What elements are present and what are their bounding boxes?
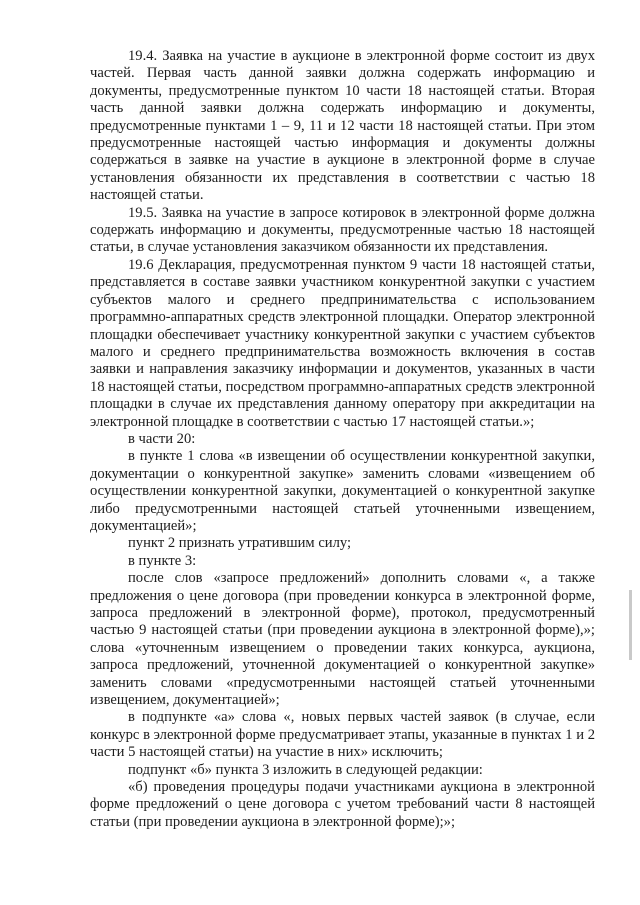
paragraph-point-2: пункт 2 признать утратившим силу; [128,535,352,552]
paragraph-subpoint-b-text: «б) проведения процедуры подачи участниками аукциона в электронной форме предложений о цене договора с учетом требований части 8 настоящей статьи (при проведении аукциона в электронной форме);»; [90,779,595,830]
paragraph-point-3: в пункте 3: [128,552,197,569]
paragraph-19-5: 19.5. Заявка на участие в запросе котировок в электронной форме должна содержать информацию и документы, предусмотренные частью 18 настоящей статьи, в случае установления заказчиком обязанности их представления. [90,204,595,256]
paragraph-19-6: 19.6 Декларация, предусмотренная пунктом 9 части 18 настоящей статьи, представляется в составе заявки участником конкурентной закупки с участием субъектов малого и среднего предпринимательства с использованием программно-аппаратных средств электронной площадки. Оператор электронной площадки обеспечивает участнику конкурентной закупки с участием субъектов малого и среднего предпринимательства возможность включения в состав заявки и направления заказчику информации и документов, указанных в части 18 настоящей статьи, посредством программно-аппаратных средств электронной площадки в случае их представления данному оператору при аккредитации на электронной площадке в соответствии с частью 17 настоящей статьи.»; [90,256,595,430]
paragraph-part-20: в части 20: [128,430,196,447]
scan-edge-mark [629,590,632,660]
paragraph-subpoint-a: в подпункте «а» слова «, новых первых частей заявок (в случае, если конкурс в электронной форме предусматривает этапы, указанные в пунктах 1 и 2 части 5 настоящей статьи) на участие в них» исключить; [90,709,595,761]
document-page [90,48,595,831]
paragraph-19-4: 19.4. Заявка на участие в аукционе в электронной форме состоит из двух частей. Первая часть данной заявки должна содержать информацию и документы, предусмотренные пунктом 10 части 18 настоящей статьи. Вторая часть данной заявки должна содержать информацию и документы, предусмотренные пунктами 1 – 9, 11 и 12 части 18 настоящей статьи. При этом предусмотренные настоящей частью информация и документы должны содержаться в заявке на участие в аукционе в электронной форме в случае установления обязанности их представления в соответствии с частью 18 настоящей статьи. [90,48,595,204]
paragraph-subpoint-b-intro: подпункт «б» пункта 3 изложить в следующей редакции: [128,761,483,778]
paragraph-after-words: после слов «запросе предложений» дополнить словами «, а также предложения о цене договора (при проведении конкурса в электронной форме, запроса предложений в электронной форме), протокол, предусмотренный частью 9 настоящей статьи (при проведении аукциона в электронной форме),»; слова «уточненным извещением о проведении таких конкурса, аукциона, запроса предложений, уточненной документацией о конкурентной закупке» заменить словами «предусмотренными настоящей статьей уточненными извещением, документацией»; [90,570,595,709]
paragraph-point-1: в пункте 1 слова «в извещении об осуществлении конкурентной закупки, документации о конкурентной закупке» заменить словами «извещением об осуществлении конкурентной закупки, документацией о конкурентной закупке либо предусмотренными настоящей статьей уточненными извещением, документацией»; [90,448,595,534]
